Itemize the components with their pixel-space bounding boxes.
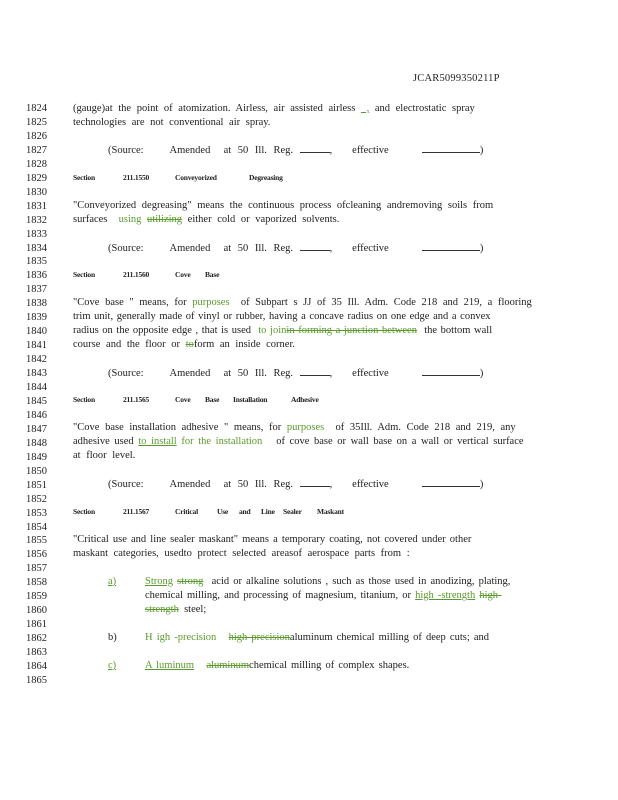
register-ref: at 50 Ill. Reg. (223, 243, 294, 254)
line-number (26, 465, 586, 478)
list-item-b (26, 631, 586, 644)
line-number-text: 1841 (26, 340, 47, 352)
blank-field (300, 143, 330, 153)
line-number-text: 1837 (26, 284, 47, 296)
deleted-text: high precision (228, 632, 290, 643)
section-title-word: Line (261, 507, 275, 516)
blank-field (422, 477, 480, 487)
list-marker: c) (108, 660, 117, 671)
text: technologies are not conventional air spray. (73, 117, 271, 128)
line-number (26, 228, 586, 241)
line-number-text: 1864 (26, 661, 47, 672)
line-number-text: 1829 (26, 172, 47, 184)
line-number-text: 1847 (26, 423, 47, 435)
line-number-text: 1836 (26, 270, 47, 282)
deleted-text: to (185, 339, 194, 350)
section-heading-1567 (26, 505, 586, 518)
line-number-text: 1846 (26, 409, 47, 421)
line-1847 (26, 421, 586, 434)
line-number (26, 521, 586, 534)
deleted-text: aluminum (206, 660, 250, 671)
register-ref: at 50 Ill. Reg. (223, 368, 294, 379)
text: adhesive used (73, 436, 134, 447)
blank-field (422, 143, 480, 153)
list-marker: a) (108, 576, 117, 587)
section-heading-1560 (26, 268, 586, 281)
line-1839 (26, 310, 586, 323)
close-paren: ) (479, 145, 484, 156)
section-title-word: Degreasing (249, 173, 283, 182)
line-number (26, 255, 586, 268)
section-heading-1550 (26, 171, 586, 184)
close-paren: ) (479, 368, 484, 379)
inserted-text: to join (258, 325, 287, 336)
comma: , (329, 145, 333, 156)
text: maskant categories, usedto protect selected areasof aerospace parts from : (73, 548, 410, 559)
line-number-text: 1852 (26, 493, 47, 505)
line-number-text: 1827 (26, 144, 47, 156)
line-number-text: 1838 (26, 298, 47, 310)
line-number (26, 646, 586, 659)
inserted-text: high -strength (415, 590, 476, 601)
line-number-text: 1865 (26, 674, 47, 686)
line-number-text: 1859 (26, 591, 47, 603)
list-item-a (26, 575, 586, 588)
document-id: JCAR5099350211P (413, 73, 500, 84)
line-number-text: 1835 (26, 256, 47, 268)
amended-label: Amended (169, 479, 211, 490)
inserted-text: using (118, 214, 142, 225)
source-label: (Source: (108, 243, 144, 254)
source-label: (Source: (108, 479, 144, 490)
close-paren: ) (479, 479, 484, 490)
text: the bottom wall (424, 325, 493, 336)
line-1832 (26, 213, 586, 226)
section-title-word: Installation (233, 395, 268, 404)
amended-label: Amended (169, 145, 211, 156)
section-label: Section (73, 395, 95, 404)
section-label: Section (73, 270, 95, 279)
line-number-text: 1848 (26, 437, 47, 449)
inserted-text: purposes (192, 297, 230, 308)
inserted-text: , (360, 103, 370, 114)
section-label: Section (73, 507, 95, 516)
line-number-text: 1844 (26, 382, 47, 393)
text: form an inside corner. (193, 339, 295, 350)
deleted-text: in forming a junction between (286, 325, 417, 336)
line-number-text: 1863 (26, 647, 47, 659)
section-title-word: Adhesive (291, 395, 319, 404)
line-number-text: 1840 (26, 326, 47, 338)
section-title-word: Base (205, 270, 220, 279)
text: (gauge)at the point of atomization. Airless, air assisted airless (73, 103, 356, 114)
source-note (26, 143, 586, 156)
section-title-word: Sealer (283, 507, 302, 516)
line-number-text: 1825 (26, 116, 47, 128)
line-1856 (26, 547, 586, 560)
source-note (26, 477, 586, 490)
inserted-text: H igh -precision (145, 632, 217, 643)
register-ref: at 50 Ill. Reg. (223, 145, 294, 156)
comma: , (329, 368, 333, 379)
line-number-text: 1828 (26, 158, 47, 170)
comma: , (329, 479, 333, 490)
effective-label: effective (352, 243, 389, 254)
source-note (26, 366, 586, 379)
effective-label: effective (352, 368, 389, 379)
line-number-text: 1851 (26, 479, 47, 491)
blank-field (300, 241, 330, 251)
deleted-text: high- (479, 590, 502, 601)
inserted-text: for the installation (181, 436, 263, 447)
text: "Cove base installation adhesive " means, for (73, 422, 282, 433)
line-number-text: 1854 (26, 521, 47, 533)
line-number (26, 283, 586, 296)
line-1840 (26, 324, 586, 337)
line-1838 (26, 296, 586, 309)
section-title-word: Conveyorized (175, 173, 217, 182)
text: chemical milling of complex shapes. (249, 660, 410, 671)
line-number-text: 1843 (26, 368, 47, 380)
section-title-word: Maskant (317, 507, 344, 516)
line-1849 (26, 449, 586, 462)
deleted-text: strength (145, 604, 179, 615)
line-1825 (26, 116, 586, 129)
amended-label: Amended (169, 368, 211, 379)
text: "Critical use and line sealer maskant" means a temporary coating, not covered under other (73, 534, 472, 545)
section-title-word: Cove (175, 395, 191, 404)
line-1824 (26, 102, 586, 115)
line-number (26, 409, 586, 422)
line-number-text: 1860 (26, 605, 47, 617)
section-title-word: and (239, 507, 251, 516)
blank-field (300, 477, 330, 487)
list-item-a-line2 (26, 589, 586, 602)
section-title-word: Use (217, 507, 229, 516)
line-number-text: 1849 (26, 451, 47, 463)
text: surfaces (73, 214, 108, 225)
line-number-text: 1826 (26, 130, 47, 142)
line-1848 (26, 435, 586, 448)
list-marker: b) (108, 632, 117, 643)
register-ref: at 50 Ill. Reg. (223, 479, 294, 490)
text: at floor level. (73, 450, 136, 461)
text: of cove base or wall base on a wall or vertical surface (276, 436, 524, 447)
text: and electrostatic spray (374, 103, 475, 114)
inserted-text: Strong (145, 576, 174, 587)
section-number: 211.1565 (123, 395, 150, 404)
deleted-text: strong (177, 576, 204, 587)
section-title-word: Base (205, 395, 220, 404)
source-label: (Source: (108, 368, 144, 379)
text: course and the floor or (73, 339, 181, 350)
line-1831 (26, 199, 586, 212)
line-number-text: 1856 (26, 549, 47, 561)
text: of Subpart s JJ of 35 Ill. Adm. Code 218 and 219, a flooring (240, 297, 532, 308)
line-number-text: 1845 (26, 395, 47, 407)
source-note (26, 241, 586, 254)
section-number: 211.1560 (123, 270, 150, 279)
line-number-text: 1850 (26, 465, 47, 477)
list-item-c (26, 659, 586, 672)
close-paren: ) (479, 243, 484, 254)
line-1841 (26, 338, 586, 351)
text: either cold or vaporized solvents. (187, 214, 340, 225)
text: trim unit, generally made of vinyl or rubber, having a concave radius on one edge and a convex (73, 311, 491, 322)
text: chemical milling, and processing of magnesium, titanium, or (145, 590, 411, 601)
effective-label: effective (352, 479, 389, 490)
text: "Cove base " means, for (73, 297, 187, 308)
line-number-text: 1834 (26, 242, 47, 254)
inserted-text: purposes (286, 422, 325, 433)
blank-field (422, 366, 480, 376)
section-title-word: Critical (175, 507, 198, 516)
comma: , (329, 243, 333, 254)
text: radius on the opposite edge , that is used (73, 325, 252, 336)
blank-field (300, 366, 330, 376)
effective-label: effective (352, 145, 389, 156)
line-number (26, 562, 586, 575)
line-number-text: 1861 (26, 619, 47, 631)
section-number: 211.1550 (123, 173, 150, 182)
line-number-text: 1824 (26, 103, 47, 114)
line-number-text: 1831 (26, 200, 47, 212)
line-number-text: 1858 (26, 577, 47, 589)
line-number (26, 618, 586, 631)
text: acid or alkaline solutions , such as those used in anodizing, plating, (211, 576, 511, 587)
section-label: Section (73, 173, 95, 182)
section-heading-1565 (26, 393, 586, 406)
blank-field (422, 241, 480, 251)
line-number-text: 1855 (26, 535, 47, 547)
section-number: 211.1567 (123, 507, 150, 516)
amended-label: Amended (169, 243, 211, 254)
line-number (26, 158, 586, 171)
inserted-text: to install (138, 436, 177, 447)
inserted-text: A luminum (145, 660, 195, 671)
line-number-text: 1832 (26, 214, 47, 226)
line-number (26, 130, 586, 143)
line-number-text: 1833 (26, 228, 47, 240)
line-number-text: 1839 (26, 312, 47, 324)
text: aluminum chemical milling of deep cuts; and (289, 632, 490, 643)
deleted-text: utilizing (147, 214, 183, 225)
text: of 35Ill. Adm. Code 218 and 219, any (335, 422, 516, 433)
list-item-a-line3 (26, 603, 586, 616)
line-number-text: 1830 (26, 186, 47, 198)
line-1855 (26, 533, 586, 546)
line-number-text: 1842 (26, 354, 47, 366)
source-label: (Source: (108, 145, 144, 156)
text: "Conveyorized degreasing" means the continuous process ofcleaning andremoving soils from (73, 200, 494, 211)
line-number (26, 353, 586, 366)
section-title-word: Cove (175, 270, 191, 279)
line-number-text: 1857 (26, 563, 47, 575)
line-number-text: 1853 (26, 507, 47, 519)
line-number-text: 1862 (26, 633, 47, 645)
line-number (26, 186, 586, 199)
line-number (26, 493, 586, 506)
text: steel; (184, 604, 207, 615)
line-number (26, 674, 586, 687)
